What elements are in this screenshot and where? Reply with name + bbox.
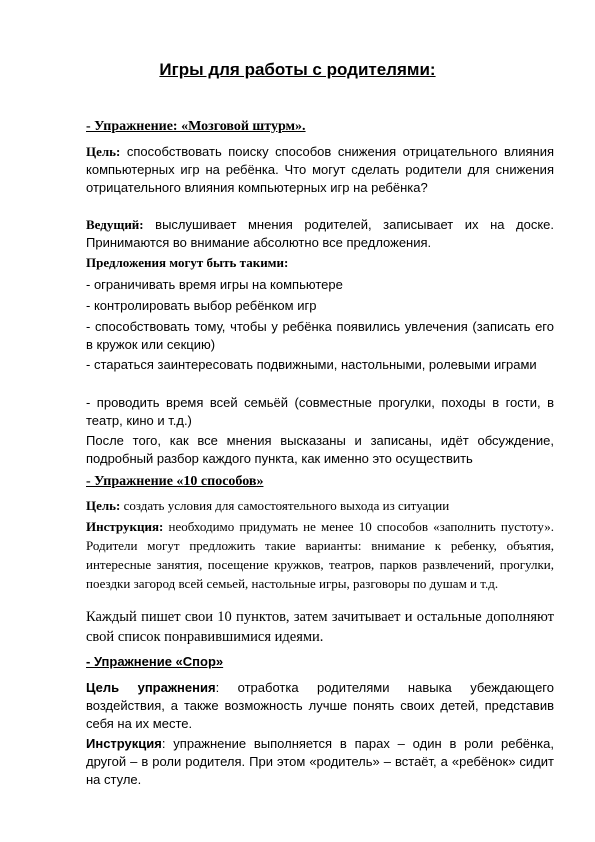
ex1-host (86, 216, 554, 252)
ex1-item: - стараться заинтересовать подвижными, настольными, ролевыми играми (86, 357, 537, 372)
ex2-heading: - Упражнение «10 способов» (86, 474, 264, 489)
page-title: Игры для работы с родителями: (159, 60, 436, 79)
ex3-instr-label: Инструкция (86, 736, 162, 751)
ex2-after: Каждый пишет свои 10 пунктов, затем зачитывает и остальные дополняют свой список понравившимися идеями. (86, 609, 554, 645)
ex3-instruction (86, 735, 554, 789)
ex1-after: После того, как все мнения высказаны и записаны, идёт обсуждение, подробный разбор каждого пункта, как именно это осуществить (86, 433, 554, 466)
ex1-item: - контролировать выбор ребёнком игр (86, 298, 317, 313)
ex2-goal-label: Цель: (86, 498, 121, 513)
ex2-instr-label: Инструкция: (86, 519, 164, 534)
ex3-heading: - Упражнение «Спор» (86, 654, 224, 669)
ex1-item: - способствовать тому, чтобы у ребёнка появились увлечения (записать его в кружок или секцию) (86, 319, 554, 352)
ex1-suggest-label: Предложения могут быть такими: (86, 255, 289, 270)
ex3-instr-text: : упражнение выполняется в парах – один в роли ребёнка, другой – в роли родителя. При этом «родитель» – встаёт, а «ребёнок» сидит на стуле. (86, 736, 554, 787)
ex1-item: - проводить время всей семьёй (совместные прогулки, походы в гости, в театр, кино и т.д.) (86, 395, 554, 428)
ex3-goal-label: Цель упражнения (86, 680, 216, 695)
ex2-instr-text: необходимо придумать не менее 10 способов «заполнить пустоту». Родители могут предложить такие варианты: внимание к ребенку, объятия, интересные занятия, посещение кружков, театров, парков развлечений, прогулки, поездки загород всей семьей, настольные игры, разговоры по душам и т.д. (86, 519, 554, 591)
ex1-goal-text: способствовать поиску способов снижения отрицательного влияния компьютерных игр на ребёнка. Что могут сделать родители для снижения отрицательного влияния компьютерных игр на ребёнка? (86, 144, 554, 195)
ex2-goal-text: создать условия для самостоятельного выхода из ситуации (120, 498, 450, 513)
ex1-goal (86, 143, 554, 197)
ex2-instruction (86, 517, 554, 593)
ex1-host-text: выслушивает мнения родителей, записывает их на доске. Принимаются во внимание абсолютно все предложения. (86, 217, 554, 250)
ex3-goal (86, 679, 554, 733)
ex1-heading: - Упражнение: «Мозговой штурм». (86, 119, 306, 134)
ex1-item: - ограничивать время игры на компьютере (86, 277, 343, 292)
ex1-goal-label: Цель: (86, 144, 121, 159)
ex3-goal-text: : отработка родителями навыка убеждающего воздействия, а также возможность лучше понять своих детей, представив себя на их месте. (86, 680, 554, 731)
ex2-goal (86, 497, 554, 515)
ex1-host-label: Ведущий: (86, 217, 144, 232)
